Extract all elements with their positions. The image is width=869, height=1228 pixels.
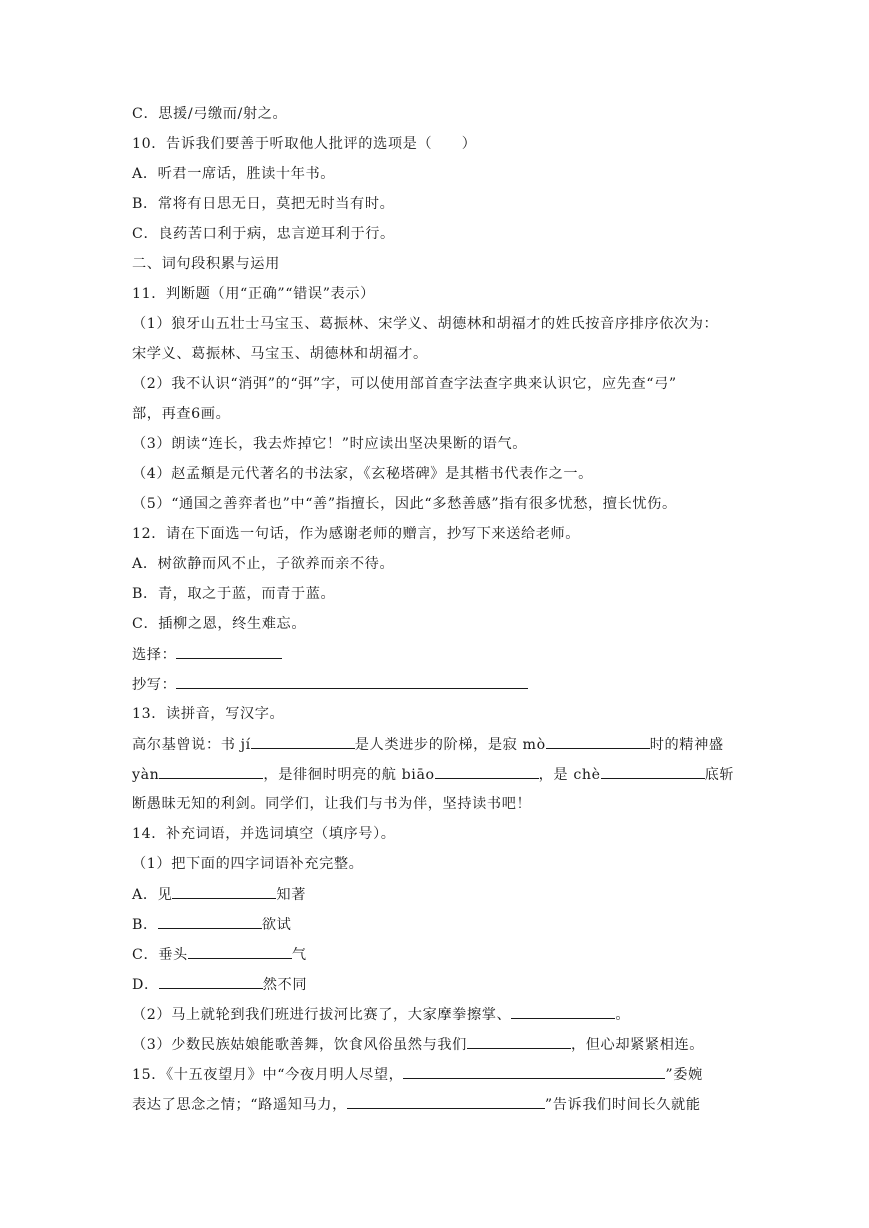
q13-text: 高尔基曾说：书 jí — [132, 737, 251, 753]
q14-item-a — [132, 884, 306, 905]
q14-text: C．垂头 — [132, 947, 188, 963]
q13-blank-mo[interactable] — [546, 734, 650, 749]
q15-text: 表达了思念之情；“路遥知马力， — [132, 1097, 347, 1113]
q13-text: 时的精神盛 — [649, 737, 724, 753]
q14-part2 — [132, 1004, 630, 1025]
q12-select-label: 选择： — [132, 647, 177, 663]
q14-stem: 14．补充词语，并选词填空（填序号）。 — [132, 826, 396, 842]
q12-copy-row — [132, 674, 528, 695]
q13-blank-biao[interactable] — [435, 764, 539, 779]
q14-item-b — [132, 914, 291, 935]
q13-line2 — [132, 764, 734, 785]
q14-part1: （1）把下面的四字词语补充完整。 — [132, 856, 364, 872]
q12-option-a: A．树欲静而风不止，子欲养而亲不待。 — [132, 556, 395, 572]
q11-item3: （3）朗读“连长，我去炸掉它！”时应读出坚决果断的语气。 — [132, 436, 528, 452]
q13-line1 — [132, 734, 724, 755]
q11-stem: 11．判断题（用“正确”“错误”表示） — [132, 286, 375, 302]
q14-text: 然不同 — [262, 977, 308, 993]
q13-stem: 13．读拼音，写汉字。 — [132, 706, 285, 722]
q14-text: 知著 — [276, 887, 306, 903]
q15-text: ”告诉我们时间长久就能 — [544, 1097, 701, 1113]
q11-item1-line1: （1）狼牙山五壮士马宝玉、葛振林、宋学义、胡德林和胡福才的姓氏按音序排序依次为： — [132, 316, 719, 332]
q15-text: ”委婉 — [665, 1067, 703, 1083]
q14-blank-a[interactable] — [172, 884, 276, 899]
q12-option-c: C．插柳之恩，终生难忘。 — [132, 616, 307, 632]
q12-stem: 12．请在下面选一句话，作为感谢老师的赠言，抄写下来送给老师。 — [132, 526, 581, 542]
q14-text: B． — [132, 917, 158, 933]
q13-blank-ji[interactable] — [251, 734, 355, 749]
q14-item-c — [132, 944, 307, 965]
q14-text: 欲试 — [261, 917, 292, 933]
q14-blank-b[interactable] — [158, 914, 262, 929]
q13-line3: 断愚昧无知的利剑。同学们，让我们与书为伴，坚持读书吧！ — [132, 796, 532, 812]
q14-blank-part3[interactable] — [467, 1034, 571, 1049]
q10-option-a: A．听君一席话，胜读十年书。 — [132, 166, 336, 182]
q14-blank-part2[interactable] — [511, 1004, 615, 1019]
q14-blank-d[interactable] — [159, 974, 263, 989]
q13-text: 底斩 — [704, 767, 735, 783]
section-2-heading: 二、词句段积累与运用 — [132, 256, 280, 272]
q11-item1-line2: 宋学义、葛振林、马宝玉、胡德林和胡福才。 — [132, 346, 428, 362]
q12-copy-label: 抄写： — [132, 677, 177, 693]
q14-text: （2）马上就轮到我们班进行拔河比赛了，大家摩拳擦掌、 — [132, 1007, 512, 1023]
q13-blank-yan[interactable] — [159, 764, 263, 779]
q14-part3 — [132, 1034, 704, 1055]
q14-text: 。 — [615, 1007, 631, 1023]
q11-item5: （5）“通国之善弈者也”中“善”指擅长，因此“多愁善感”指有很多忧愁，擅长忧伤。 — [132, 496, 677, 512]
q14-text: （3）少数民族姑娘能歌善舞，饮食风俗虽然与我们 — [132, 1037, 467, 1053]
q15-blank-1[interactable] — [403, 1064, 665, 1079]
q12-select-blank[interactable] — [176, 644, 282, 659]
q15-blank-2[interactable] — [347, 1094, 545, 1109]
q14-text: ，但心却紧紧相连。 — [570, 1037, 705, 1053]
q11-item2-line2: 部，再查6画。 — [132, 406, 231, 422]
q10-option-c: C．良药苦口利于病，忠言逆耳利于行。 — [132, 226, 395, 242]
q13-text: yàn — [132, 767, 160, 783]
q14-text: D． — [132, 977, 159, 993]
q13-blank-che[interactable] — [601, 764, 705, 779]
q14-item-d — [132, 974, 307, 995]
q15-line1 — [132, 1064, 703, 1085]
q11-item2-line1: （2）我不认识“消弭”的“弭”字，可以使用部首查字法查字典来认识它，应先查“弓” — [132, 376, 677, 392]
q15-text: 15．《十五夜望月》中“今夜月明人尽望， — [132, 1067, 404, 1083]
q13-text: ，是徘徊时明亮的航 biāo — [263, 767, 435, 783]
q11-item4: （4）赵孟頫是元代著名的书法家，《玄秘塔碑》是其楷书代表作之一。 — [132, 466, 593, 482]
q14-text: 气 — [291, 947, 307, 963]
q15-line2 — [132, 1094, 701, 1115]
q14-blank-c[interactable] — [188, 944, 292, 959]
q12-select-row — [132, 644, 282, 665]
q13-text: ，是 chè — [538, 767, 601, 783]
q14-text: A．见 — [132, 887, 173, 903]
q12-copy-blank[interactable] — [176, 674, 528, 689]
q12-option-b: B．青，取之于蓝，而青于蓝。 — [132, 586, 336, 602]
q13-text: 是人类进步的阶梯，是寂 mò — [354, 737, 546, 753]
q10-option-b: B．常将有日思无日，莫把无时当有时。 — [132, 196, 395, 212]
q9-option-c: C．思援/弓缴而/射之。 — [132, 106, 288, 122]
q10-stem: 10．告诉我们要善于听取他人批评的选项是（ ） — [132, 136, 477, 152]
